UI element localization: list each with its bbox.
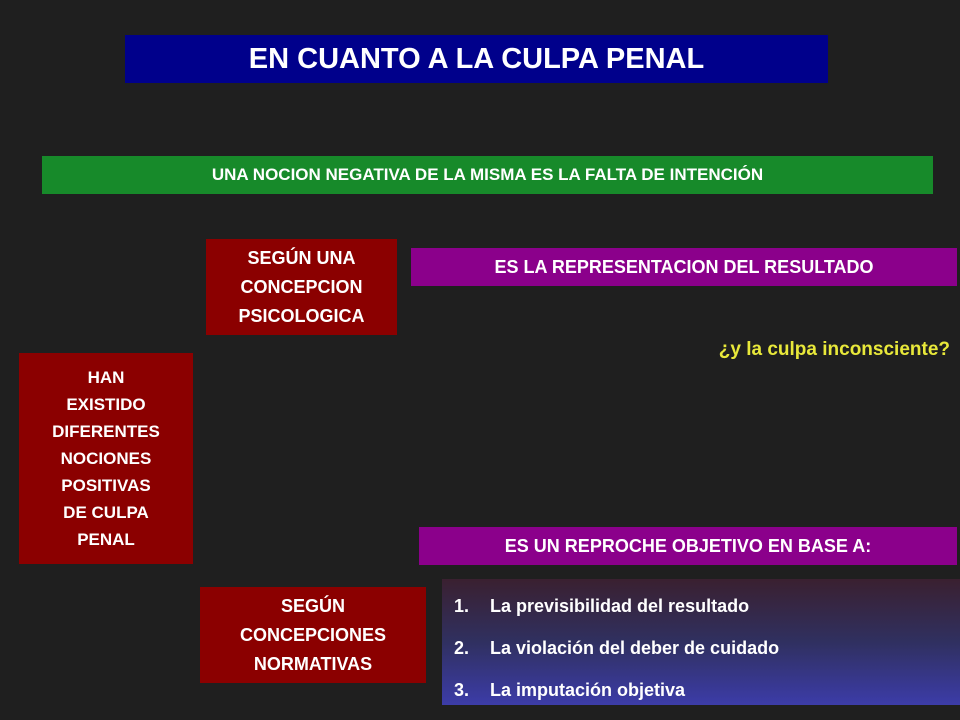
criteria-item-text: La violación del deber de cuidado — [490, 637, 780, 658]
criteria-item-number: 1. — [454, 595, 470, 616]
criteria-list-box — [442, 579, 960, 705]
criteria-item-text: La previsibilidad del resultado — [490, 595, 750, 616]
criteria-item-number: 2. — [454, 637, 470, 658]
criteria-list — [454, 585, 960, 711]
slide-title: EN CUANTO A LA CULPA PENAL — [125, 35, 828, 83]
unconscious-guilt-question: ¿y la culpa inconsciente? — [718, 339, 950, 360]
psychological-conception-box: SEGÚN UNA CONCEPCION PSICOLOGICA — [206, 239, 397, 335]
objective-reproach-box: ES UN REPROCHE OBJETIVO EN BASE A: — [419, 527, 957, 565]
criteria-item — [454, 627, 960, 669]
criteria-item-text: La imputación objetiva — [490, 679, 686, 700]
criteria-item — [454, 669, 960, 711]
negative-notion-box: UNA NOCION NEGATIVA DE LA MISMA ES LA FALTA DE INTENCIÓN — [42, 156, 933, 194]
criteria-item — [454, 585, 960, 627]
positive-notions-box: HAN EXISTIDO DIFERENTES NOCIONES POSITIVAS DE CULPA PENAL — [19, 353, 193, 564]
criteria-item-number: 3. — [454, 679, 470, 700]
normative-conceptions-box: SEGÚN CONCEPCIONES NORMATIVAS — [200, 587, 426, 683]
representation-definition-box: ES LA REPRESENTACION DEL RESULTADO — [411, 248, 957, 286]
